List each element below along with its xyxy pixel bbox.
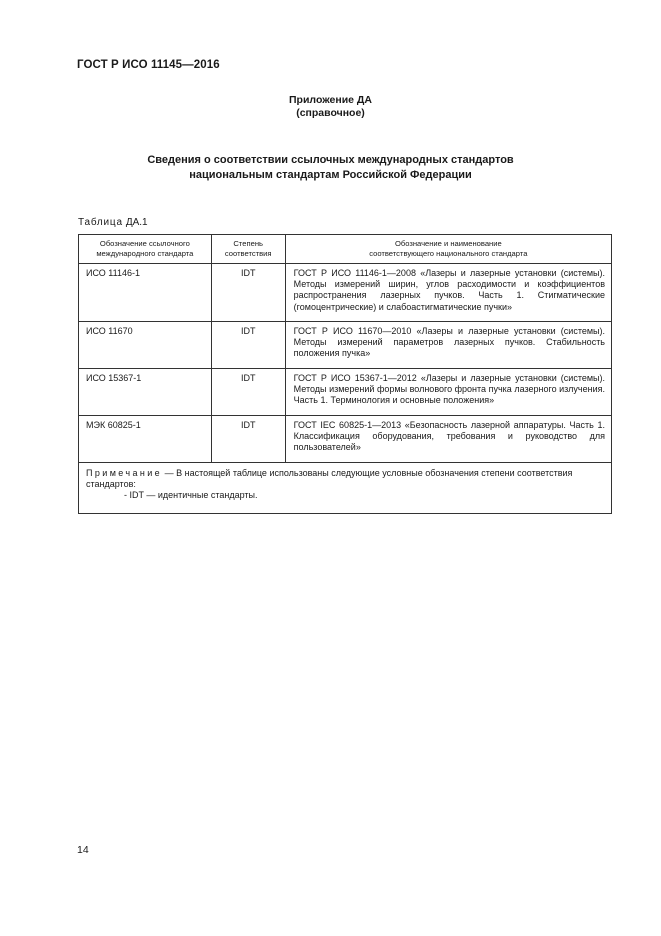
note-body: В настоящей таблице использованы следующие условные обозначения степени соответствия стандартов: <box>86 468 573 490</box>
page-number: 14 <box>77 844 89 856</box>
table-header-row <box>79 235 612 264</box>
section-title-line-2: национальным стандартам Российской Федерации <box>189 169 472 181</box>
note-list-item: - IDT — идентичные стандарты. <box>124 490 258 501</box>
note-text <box>86 468 604 490</box>
cell-degree: IDT <box>211 369 285 416</box>
note-dash: — <box>162 468 177 478</box>
table-row <box>79 264 612 322</box>
cell-intl-standard: МЭК 60825-1 <box>79 416 212 463</box>
appendix-heading <box>0 94 661 120</box>
cell-national-standard: ГОСТ Р ИСО 11146-1—2008 «Лазеры и лазерные установки (системы). Методы измерений ширин, углов расходимости и коэффициентов распространения лазерных пучков. Часть 1. Стигматические (гомоцентрические) и слабоастигматические пучки» <box>285 264 611 322</box>
table-row <box>79 416 612 463</box>
cell-national-standard: ГОСТ Р ИСО 11670—2010 «Лазеры и лазерные установки (системы). Методы измерений параметров лазерных пучков. Стабильность положения пучка» <box>285 322 611 369</box>
cell-intl-standard: ИСО 11146-1 <box>79 264 212 322</box>
column-header-intl: Обозначение ссылочного международного стандарта <box>79 235 212 264</box>
cell-intl-standard: ИСО 15367-1 <box>79 369 212 416</box>
cell-national-standard: ГОСТ Р ИСО 15367-1—2012 «Лазеры и лазерные установки (системы). Методы измерений формы волнового фронта пучка лазерного излучения. Часть 1. Терминология и основные положения» <box>285 369 611 416</box>
section-title <box>0 153 661 183</box>
cell-degree: IDT <box>211 322 285 369</box>
table-caption-label: Таблица <box>78 217 123 228</box>
table-row <box>79 322 612 369</box>
table-note-row <box>79 463 612 514</box>
column-header-degree: Степень соответствия <box>211 235 285 264</box>
document-code: ГОСТ Р ИСО 11145—2016 <box>77 59 220 71</box>
note-label: Примечание <box>86 468 163 478</box>
column-header-national: Обозначение и наименование соответствующего национального стандарта <box>285 235 611 264</box>
table-caption <box>78 217 148 228</box>
appendix-title: Приложение ДА <box>289 94 372 106</box>
section-title-line-1: Сведения о соответствии ссылочных международных стандартов <box>147 154 514 166</box>
table-caption-number: ДА.1 <box>125 217 148 228</box>
cell-national-standard: ГОСТ IEC 60825-1—2013 «Безопасность лазерной аппаратуры. Часть 1. Классификация оборудования, требования и руководство для пользователей» <box>285 416 611 463</box>
cell-intl-standard: ИСО 11670 <box>79 322 212 369</box>
appendix-type: (справочное) <box>296 107 365 119</box>
table-row <box>79 369 612 416</box>
correspondence-table <box>78 234 612 514</box>
cell-degree: IDT <box>211 264 285 322</box>
table-note <box>79 463 612 514</box>
cell-degree: IDT <box>211 416 285 463</box>
